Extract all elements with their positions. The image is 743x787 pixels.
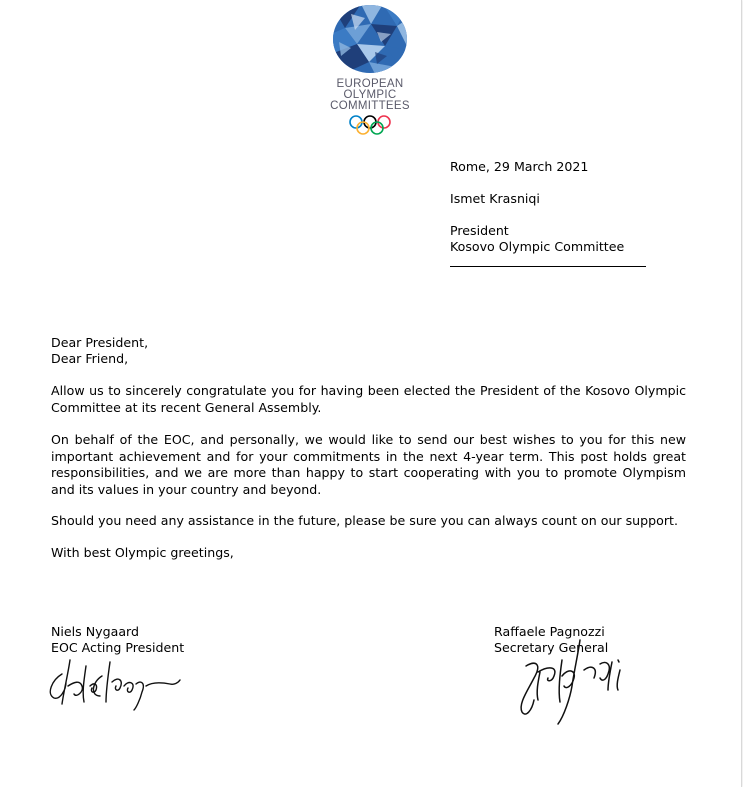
eoc-logo [325,4,415,135]
signatory-left-name: Niels Nygaard [51,624,139,639]
recipient-name: Ismet Krasniqi [450,191,540,206]
olympic-rings-icon [348,115,392,135]
recipient-org: Kosovo Olympic Committee [450,239,625,254]
signatory-left-title: EOC Acting President [51,640,185,655]
signatory-right-name: Raffaele Pagnozzi [494,624,605,639]
signature-left-icon [40,652,190,712]
eoc-emblem-icon [331,4,409,74]
place-date: Rome, 29 March 2021 [450,159,589,174]
closing: With best Olympic greetings, [51,545,234,560]
paragraph-congratulations: Allow us to sincerely congratulate you for having been elected the President of the Kosovo Olympic Committee at its recent General Assembly. [51,383,686,415]
salutation-1: Dear President, [51,335,149,350]
paragraph-assistance: Should you need any assistance in the future, please be sure you can always count on our support. [51,513,678,528]
signatory-right-title: Secretary General [494,640,609,655]
paragraph-best-wishes: On behalf of the EOC, and personally, we would like to send our best wishes to you for this new important achievement and for your commitments in the next 4-year term. This post holds great responsibilities, and we are more than happy to start cooperating with you to promote Olympism and its values in your country and beyond. [51,432,686,497]
signature-right-icon [508,620,658,730]
address-underline [450,266,646,267]
recipient-title: President [450,223,509,238]
salutation-2: Dear Friend, [51,351,129,366]
eoc-logo-text: EUROPEAN OLYMPIC COMMITTEES [330,78,410,112]
